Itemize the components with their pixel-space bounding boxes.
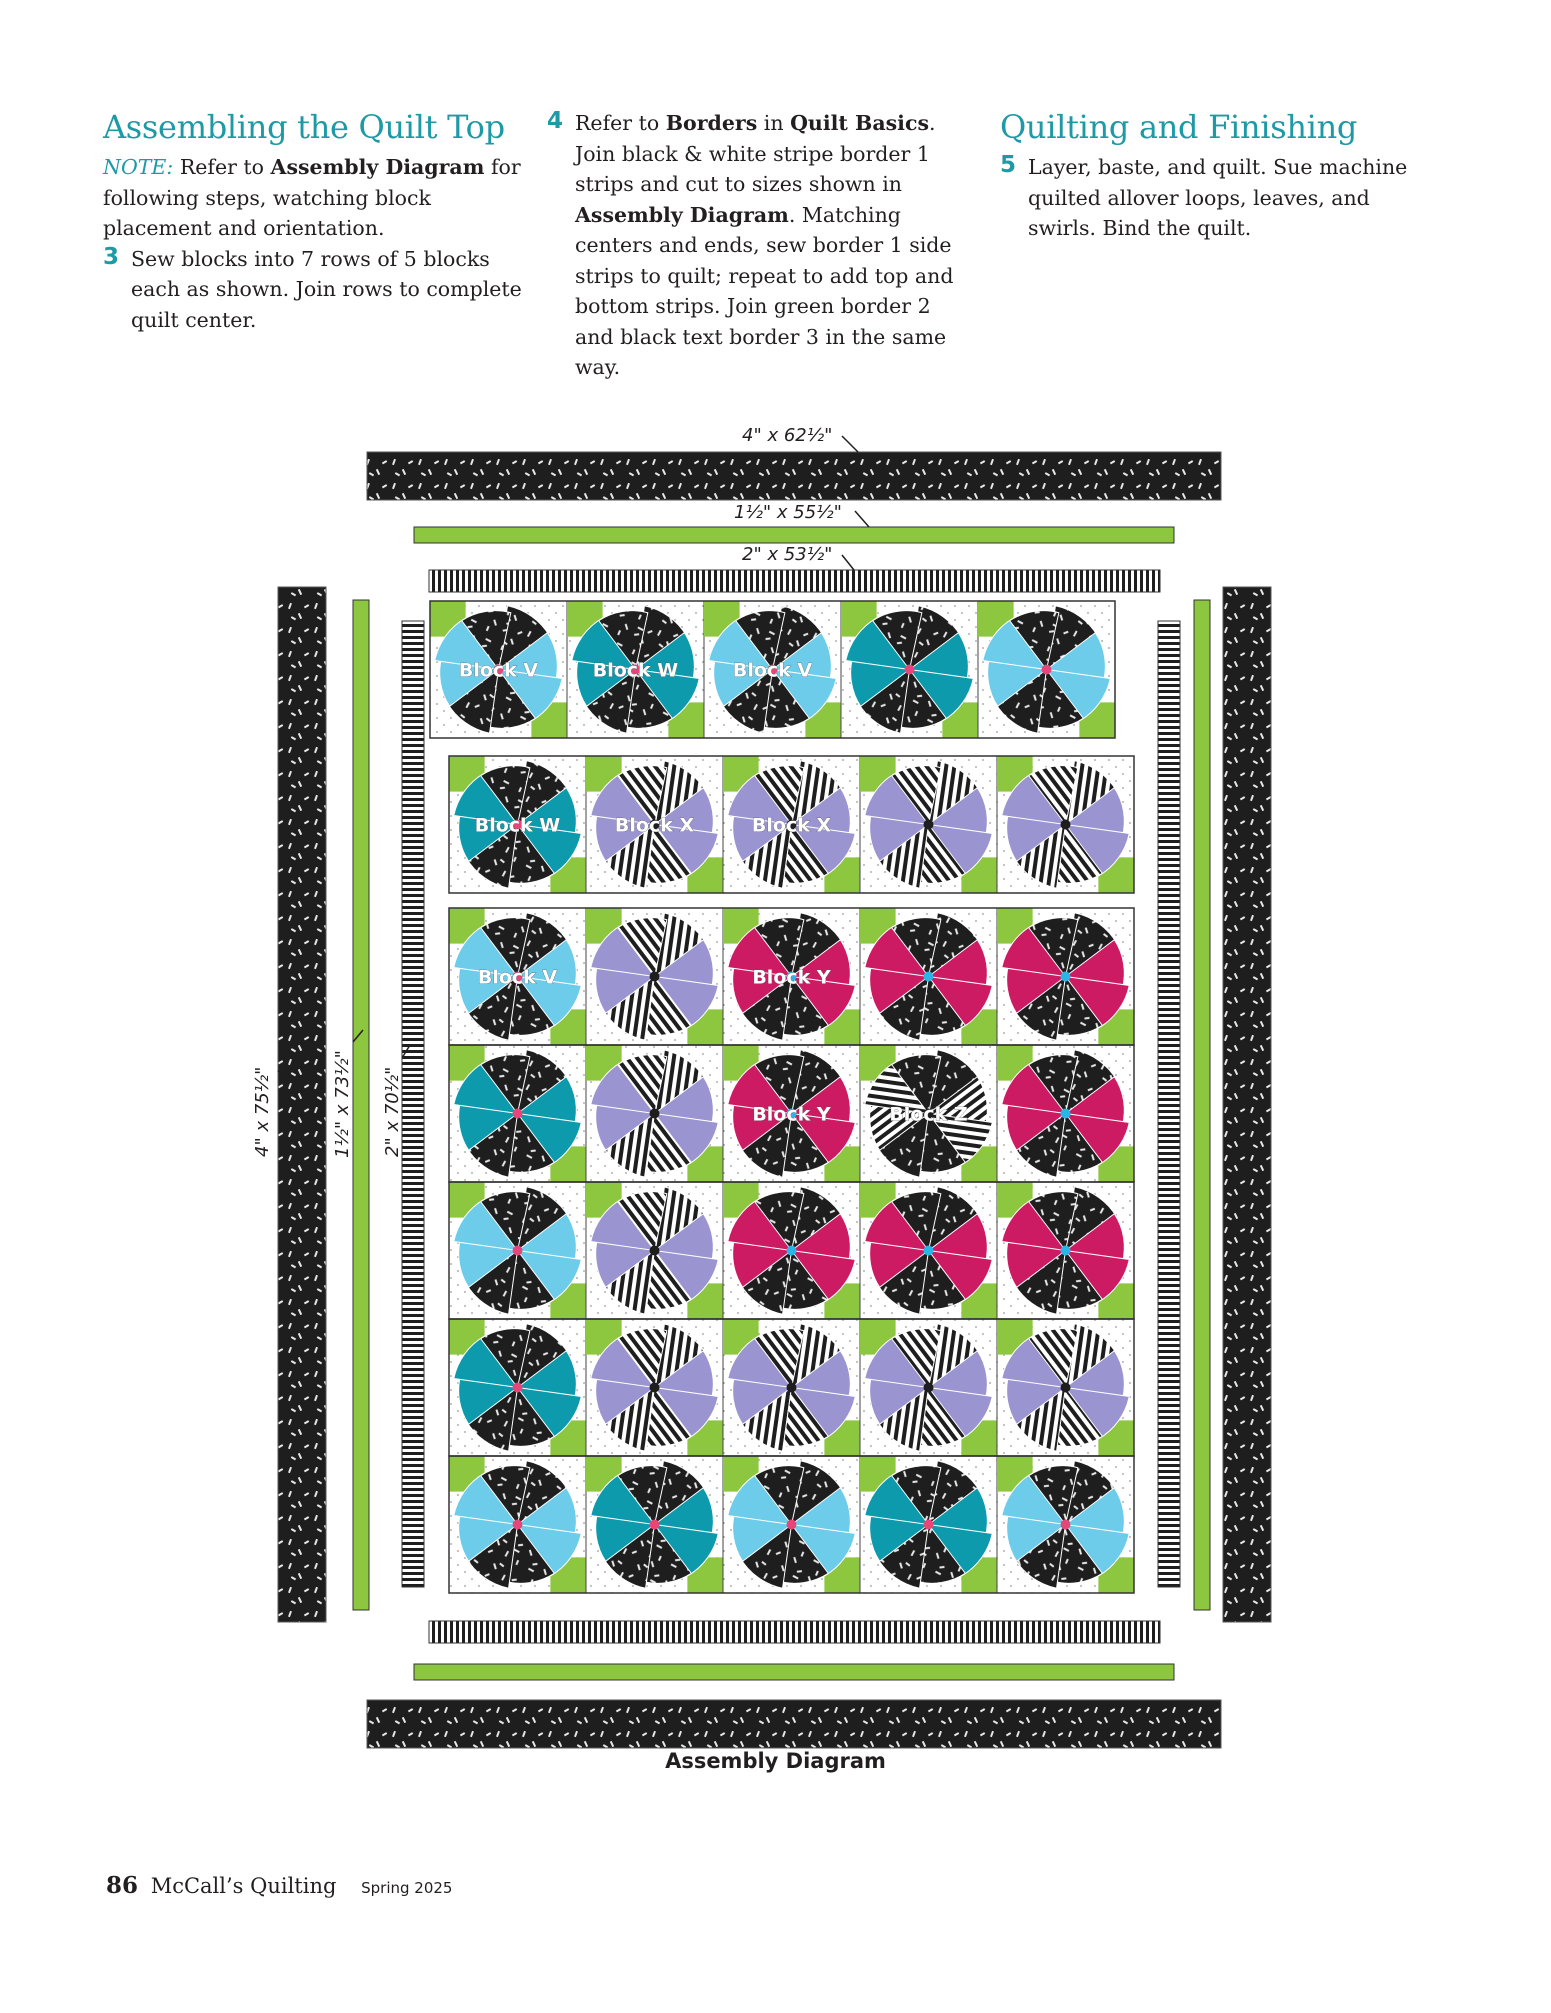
pinwheel-center <box>924 1246 934 1256</box>
page-number: 86 <box>106 1872 139 1899</box>
block-label: Block V <box>732 659 813 682</box>
quilt-block-w <box>442 749 593 900</box>
pinwheel-center <box>513 1520 523 1530</box>
pinwheel-center <box>787 1246 797 1256</box>
dim-border1-top: 2" x 53½" <box>742 544 833 565</box>
border3-top <box>367 452 1221 500</box>
step-4-number: 4 <box>547 108 564 134</box>
page-footer <box>106 1872 452 1899</box>
dim-border3-side: 4" x 75½" <box>252 1066 273 1157</box>
quilt-block-y <box>853 901 1004 1052</box>
border3-right <box>1223 587 1271 1622</box>
block-label: Block V <box>477 966 558 989</box>
note-pre: Refer to <box>179 155 265 179</box>
quilt-blocks <box>423 594 1141 1600</box>
step-4-t4: . Matching centers and ends, sew border 1 side strips to quilt; repeat to add top and bottom strips. Join green border 2 and black text border 3 in the same way. <box>575 202 954 379</box>
step-4-t3: . Join black & white stripe border 1 strips and cut to sizes shown in <box>575 111 936 196</box>
dim-border3-top: 4" x 62½" <box>742 425 833 446</box>
pinwheel-center <box>1061 1520 1071 1530</box>
step-5-number: 5 <box>1000 152 1017 178</box>
note-bold: Assembly Diagram <box>270 155 485 179</box>
pinwheel-center <box>1061 820 1071 830</box>
quilt-block-w <box>560 594 711 745</box>
quilt-block-x <box>990 749 1141 900</box>
quilt-block-y <box>990 1038 1141 1189</box>
pinwheel-center <box>650 972 660 982</box>
quilt-block-y <box>716 1175 867 1326</box>
pinwheel-center <box>924 972 934 982</box>
pinwheel-center <box>905 665 915 675</box>
step-4-b1: Borders <box>665 111 758 135</box>
pinwheel-center <box>513 1109 523 1119</box>
block-label: Block Z <box>889 1103 968 1126</box>
quilt-block-v <box>990 1449 1141 1600</box>
quilt-block-w <box>834 594 985 745</box>
pinwheel-center <box>513 1246 523 1256</box>
heading-quilting: Quilting and Finishing <box>1000 108 1358 146</box>
border2-left <box>353 600 369 1610</box>
quilt-block-x <box>853 749 1004 900</box>
pinwheel-center <box>787 1520 797 1530</box>
pinwheel-center <box>513 1383 523 1393</box>
pinwheel-center <box>650 1383 660 1393</box>
quilt-block-w <box>853 1449 1004 1600</box>
pinwheel-center <box>1061 1109 1071 1119</box>
quilt-block-w <box>442 1038 593 1189</box>
step-3-text: Sew blocks into 7 rows of 5 blocks each as shown. Join rows to complete quilt center. <box>131 246 522 332</box>
pinwheel-center <box>787 1383 797 1393</box>
step-4-b2: Quilt Basics <box>790 111 929 135</box>
quilt-block-y <box>853 1175 1004 1326</box>
step-3-number: 3 <box>103 243 120 270</box>
quilt-block-w <box>579 1449 730 1600</box>
block-label: Block Y <box>752 966 831 989</box>
quilt-block-x <box>579 1038 730 1189</box>
block-label: Block Y <box>752 1103 831 1126</box>
quilt-block-z <box>853 1038 1004 1189</box>
magazine-name: McCall’s Quilting <box>150 1874 337 1898</box>
pinwheel-center <box>924 820 934 830</box>
quilt-block-v <box>423 594 574 745</box>
border3-left <box>278 587 326 1622</box>
border1-left <box>402 621 424 1587</box>
block-label: Block W <box>592 659 679 682</box>
issue-date: Spring 2025 <box>361 1879 453 1897</box>
quilt-block-v <box>697 594 848 745</box>
quilt-block-x <box>579 749 730 900</box>
pinwheel-center <box>1061 1383 1071 1393</box>
quilt-block-y <box>716 901 867 1052</box>
dim-border1-side: 2" x 70½" <box>382 1066 403 1157</box>
note-label: NOTE: <box>103 155 174 179</box>
note-post: for following steps, watching block placement and orientation. <box>103 155 521 240</box>
quilt-block-y <box>990 901 1141 1052</box>
border2-top <box>414 527 1174 543</box>
step-5-text: Layer, baste, and quilt. Sue machine quilted allover loops, leaves, and swirls. Bind the quilt. <box>1028 155 1408 240</box>
dim-border2-top: 1½" x 55½" <box>734 502 842 523</box>
diagram-caption: Assembly Diagram <box>665 1749 886 1773</box>
pinwheel-center <box>1061 1246 1071 1256</box>
block-label: Block X <box>614 814 695 837</box>
pinwheel-center <box>924 1520 934 1530</box>
quilt-block-v <box>442 1449 593 1600</box>
border2-right <box>1194 600 1210 1610</box>
quilt-block-x <box>579 1175 730 1326</box>
pinwheel-center <box>1061 972 1071 982</box>
quilt-block-y <box>716 1038 867 1189</box>
pinwheel-center <box>924 1383 934 1393</box>
pinwheel-center <box>650 1520 660 1530</box>
quilt-block-v <box>716 1449 867 1600</box>
quilt-block-x <box>853 1312 1004 1463</box>
block-label: Block X <box>751 814 832 837</box>
quilt-block-x <box>579 901 730 1052</box>
border1-top <box>429 570 1160 592</box>
border1-bottom <box>429 1621 1160 1643</box>
pinwheel-center <box>650 1109 660 1119</box>
step-4-b3: Assembly Diagram <box>575 202 789 227</box>
quilt-block-v <box>442 1175 593 1326</box>
quilt-block-v <box>971 594 1122 745</box>
heading-assembling: Assembling the Quilt Top <box>103 108 505 146</box>
border1-right <box>1158 621 1180 1587</box>
block-label: Block V <box>458 659 539 682</box>
step-4-t1: Refer to <box>575 111 660 135</box>
dim-border2-side: 1½" x 73½" <box>332 1050 353 1158</box>
block-label: Block W <box>474 814 561 837</box>
quilt-block-x <box>716 749 867 900</box>
border3-bottom <box>367 1700 1221 1748</box>
quilt-block-x <box>990 1312 1141 1463</box>
quilt-block-x <box>579 1312 730 1463</box>
quilt-block-v <box>442 901 593 1052</box>
pinwheel-center <box>1042 665 1052 675</box>
quilt-block-x <box>716 1312 867 1463</box>
pinwheel-center <box>650 1246 660 1256</box>
quilt-block-y <box>990 1175 1141 1326</box>
step-4-t2: in <box>763 111 784 135</box>
quilt-block-w <box>442 1312 593 1463</box>
border2-bottom <box>414 1664 1174 1680</box>
